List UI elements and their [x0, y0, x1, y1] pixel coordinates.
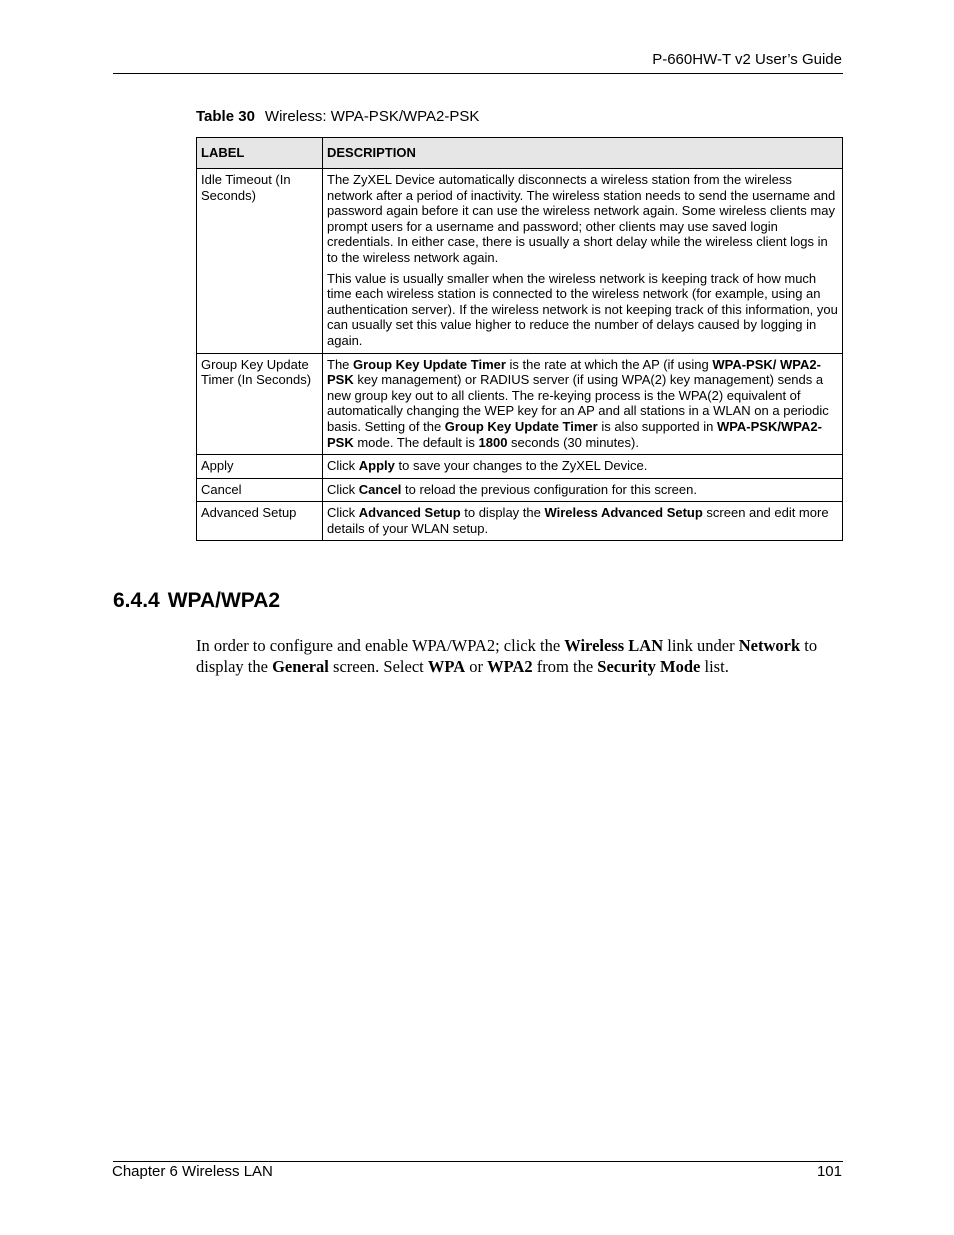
text-run: The [327, 356, 354, 372]
text-run: to reload the previous configuration for this screen. [401, 481, 697, 497]
bold-run: WPA-PSK/ WPA2-PSK [327, 356, 821, 388]
row-label: Apply [197, 455, 323, 479]
bold-run: 1800 [478, 434, 508, 450]
text-run: Click [327, 458, 359, 474]
text-run: to display the [196, 636, 818, 676]
footer-rule [113, 1161, 843, 1162]
bold-run: Group Key Update Timer [444, 418, 598, 434]
section-title: WPA/WPA2 [167, 589, 281, 612]
text-run: to save your changes to the ZyXEL Device. [394, 458, 648, 474]
bold-run: Security Mode [597, 656, 701, 676]
bold-run: Network [738, 636, 801, 655]
row-description [323, 502, 843, 541]
description-paragraph: The ZyXEL Device automatically disconnects a wireless station from the wireless network after a period of inactivity. The wireless station needs to send the username and password again before it can use the wireless network again. Some wireless clients may prompt users for a username and password; other clients may use saved login credentials. In either case, there is usually a short delay while the wireless client logs in to the wireless network again. [327, 172, 836, 265]
text-run: is the rate at which the AP (if using [505, 356, 713, 372]
table-row [197, 353, 843, 455]
text-run: to display the [460, 505, 545, 521]
row-label: Advanced Setup [197, 502, 323, 541]
bold-run: WPA-PSK/WPA2-PSK [327, 418, 822, 450]
header-rule [113, 73, 843, 74]
row-label: Group Key Update Timer (In Seconds) [197, 353, 323, 455]
bold-run: Wireless LAN [564, 636, 664, 655]
footer-page-number: 101 [816, 1163, 842, 1180]
text-run: is also supported in [597, 418, 717, 434]
text-run: In order to configure and enable WPA/WPA2; click the [196, 636, 565, 655]
text-run: screen. Select [328, 656, 428, 676]
footer-chapter: Chapter 6 Wireless LAN [112, 1163, 273, 1180]
bold-run: Group Key Update Timer [353, 356, 506, 372]
body-paragraph [196, 636, 844, 677]
table-row [197, 502, 843, 541]
description-paragraph: This value is usually smaller when the wireless network is keeping track of how much time each wireless station is connected to the wireless network (for example, using an authentication server). If the wireless network is not keeping track of this information, you can usually set this value higher to reduce the number of delays caused by logging in again. [327, 270, 838, 348]
table-caption [196, 108, 479, 126]
bold-run: WPA2 [487, 656, 533, 676]
row-description [323, 169, 843, 354]
text-run: screen and edit more details of your WLAN setup. [327, 505, 829, 536]
text-run: key management) or RADIUS server (if using WPA(2) key management) sends a new group key out to all clients. The re-keying process is the WPA(2) equivalent of automatically changing the WEP key for an AP and all stations in a WLAN on a periodic basis. Setting of the [327, 372, 829, 434]
text-run: or [465, 656, 488, 676]
text-run: from the [532, 656, 598, 676]
table-caption-text: Wireless: WPA-PSK/WPA2-PSK [264, 108, 480, 125]
column-header-label: LABEL [197, 138, 323, 169]
row-label: Idle Timeout (In Seconds) [197, 169, 323, 354]
bold-run: WPA [427, 656, 466, 676]
bold-run: Advanced Setup [358, 505, 461, 521]
bold-run: General [272, 656, 329, 676]
table-row [197, 455, 843, 479]
table-caption-number: Table 30 [196, 108, 255, 125]
bold-run: Apply [358, 458, 395, 474]
section-number: 6.4.4 [113, 589, 160, 612]
column-header-description: DESCRIPTION [323, 138, 843, 169]
wireless-settings-table [196, 137, 843, 541]
text-run: seconds (30 minutes). [507, 434, 639, 450]
table-row [197, 478, 843, 502]
section-heading [113, 588, 280, 614]
table-row [197, 169, 843, 354]
table-header-row [197, 138, 843, 169]
row-description [323, 353, 843, 455]
text-run: Click [327, 481, 359, 497]
text-run: mode. The default is [353, 434, 479, 450]
row-description [323, 455, 843, 479]
running-header: P-660HW-T v2 User’s Guide [652, 51, 842, 68]
text-run: Click [327, 505, 359, 521]
text-run: list. [700, 656, 729, 676]
row-description [323, 478, 843, 502]
bold-run: Cancel [358, 481, 402, 497]
text-run: link under [663, 636, 739, 655]
row-label: Cancel [197, 478, 323, 502]
bold-run: Wireless Advanced Setup [544, 505, 703, 521]
